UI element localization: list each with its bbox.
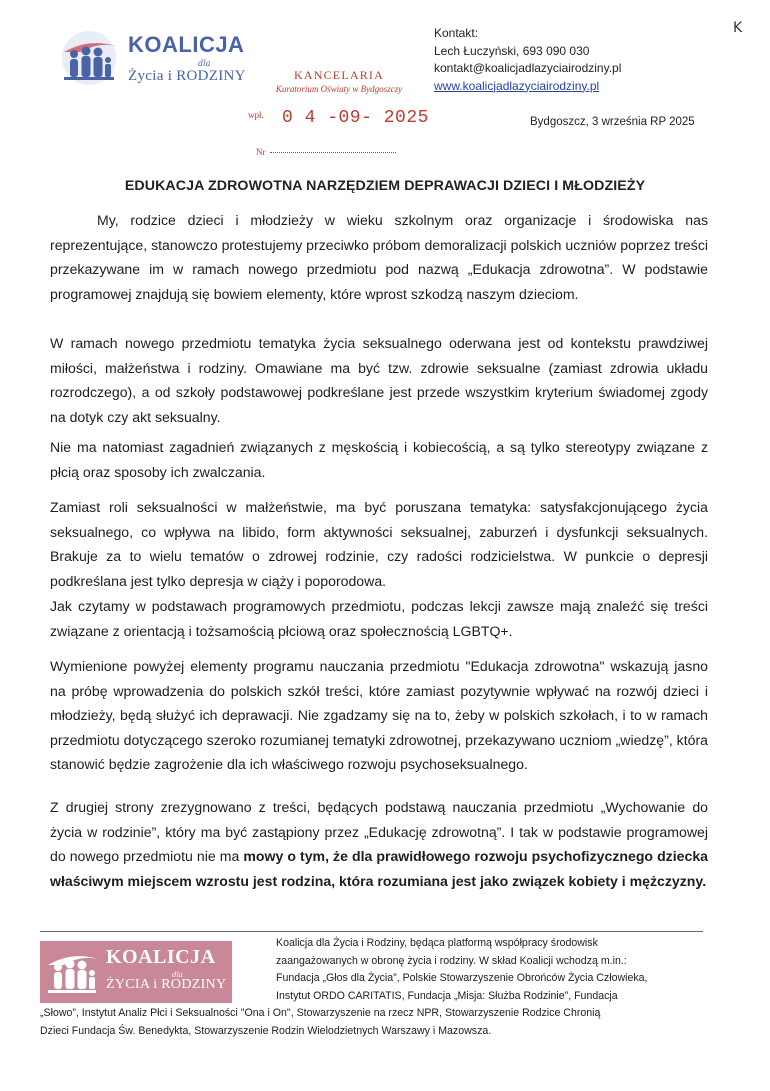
footer-divider xyxy=(40,931,703,932)
stamp-unit: Kuratorium Oświaty w Bydgoszczy xyxy=(275,84,403,94)
logo-dla: dla xyxy=(198,59,211,68)
number-line xyxy=(270,152,396,153)
paragraph-1: My, rodzice dzieci i młodzieży w wieku szkolnym oraz organizacje i środowiska nas reprezentujące, stanowczo protestujemy przeciwko próbom demoralizacji polskich uczniów poprzez treści przekazywane im w ramach nowego przedmiotu pod nazwą „Edukacja zdrowotna”. W podstawie programowej znajdują się bowiem elementy, które wprost szkodzą naszym dzieciom. xyxy=(50,212,708,302)
family-logo-icon xyxy=(58,30,120,86)
place-date: Bydgoszcz, 3 września RP 2025 xyxy=(530,116,695,128)
footer-logo-title: KOALICJA xyxy=(106,946,216,968)
paragraph-4: Zamiast roli seksualności w małżeństwie, ma być poruszana tematyka: satysfakcjonującego życia seksualnego, co wpływa na libido, form aktywności seksualnej, zaburzeń i dysfunkcji seksualnych. Brakuje za to wielu tematów o zdrowej rodzinie, czy radości rodzicielstwa. W punkcie o depresji podkreślana jest tylko depresja w ciąży i poporodowa. xyxy=(50,499,708,589)
contact-email[interactable]: kontakt@koalicjadlazyciairodziny.pl xyxy=(434,61,622,75)
contact-label: Kontakt: xyxy=(434,26,479,40)
contact-person: Lech Łuczyński, 693 090 030 xyxy=(434,43,590,58)
paragraph-7 xyxy=(50,795,708,893)
paragraph-7-bold: mowy o tym, że dla prawidłowego rozwoju psychofizycznego dziecka właściwym miejscem wzrostu jest rodzina, która rozumiana jest jako związek kobiety i mężczyzny. xyxy=(50,848,708,889)
footer-logo-dla: dla xyxy=(172,971,183,979)
paragraph-5: Jak czytamy w podstawach programowych przedmiotu, podczas lekcji zawsze mają znaleźć się treści związane z orientacją i tożsamością płciową oraz społecznością LGBTQ+. xyxy=(50,598,708,639)
contact-website-link[interactable]: www.koalicjadlazyciairodziny.pl xyxy=(434,78,600,93)
coalition-logo xyxy=(58,28,258,88)
stamp-office: KANCELARIA xyxy=(294,68,384,82)
footer-text xyxy=(40,935,708,1041)
footer-line-6: Dzieci Fundacja Św. Benedykta, Stowarzyszenie Rodzin Wielodzietnych Warszawy i Mazowsza. xyxy=(40,1024,492,1037)
paragraph-2: W ramach nowego przedmiotu tematyka życia seksualnego oderwana jest od kontekstu prawdziwej miłości, małżeństwa i rodziny. Omawiane ma być tzw. zdrowie seksualne (zamiast zdrowia układu rozrodczego), a od szkoły podstawowej podkreślane jest przede wszystkim kryterium świadomej zgody na dotyk czy akt seksualny. xyxy=(50,335,708,425)
office-stamp xyxy=(264,68,414,94)
received-label: wpł. xyxy=(248,110,264,120)
paragraph-6: Wymienione powyżej elementy programu nauczania przedmiotu "Edukacja zdrowotna" wskazują jasno na próbę wprowadzenia do polskich szkół treści, które zamiast pozytywnie wpływać na rozwój dzieci i młodzieży, będą służyć ich deprawacji. Nie zgadzamy się na to, żeby w polskich szkołach, i to w ramach przedmiotu dotyczącego szeroko rozumianej tematyki zdrowotnej, przekazywano uczniom „wiedzę”, która stanowić będzie zagrożenie dla ich właściwego rozwoju psychoseksualnego. xyxy=(50,658,708,772)
footer-line-2: zaangażowanych w obronę życia i rodziny. W skład Koalicji wchodzą m.in.: xyxy=(276,954,627,967)
footer-logo-subtitle: ŻYCIA i RODZINY xyxy=(106,977,227,992)
number-label: Nr xyxy=(256,147,266,157)
footer-line-1: Koalicja dla Życia i Rodziny, będąca platformą współpracy środowisk xyxy=(276,937,598,949)
footer-line-4: Instytut ORDO CARITATIS, Fundacja „Misja: Służba Rodzinie”, Fundacja xyxy=(276,989,618,1002)
letter-title: EDUKACJA ZDROWOTNA NARZĘDZIEM DEPRAWACJI DZIECI I MŁODZIEŻY xyxy=(124,178,646,194)
footer-line-5: „Słowo”, Instytut Analiz Płci i Seksualności "Ona i On", Stowarzyszenie na rzecz NPR, Stowarzyszenie Rodzice Chronią xyxy=(40,1007,601,1020)
logo-title: KOALICJA xyxy=(128,32,245,57)
logo-subtitle: Życia i RODZINY xyxy=(128,68,246,84)
received-date: 0 4 -09- 2025 xyxy=(282,108,429,128)
contact-block xyxy=(434,25,621,95)
footer-line-3: Fundacja „Głos dla Życia”, Polskie Stowarzyszenie Obrońców Życia Człowieka, xyxy=(276,972,648,985)
handwritten-mark: K xyxy=(733,20,743,36)
paragraph-3: Nie ma natomiast zagadnień związanych z męskością i kobiecością, a są tylko stereotypy związane z płcią oraz sposoby ich zwalczania. xyxy=(50,439,708,480)
paragraph-7-normal: Z drugiej strony zrezygnowano z treści, będących podstawą nauczania przedmiotu „Wychowanie do życia w rodzinie”, który ma być zastąpiony przez „Edukację zdrowotną”. I tak w podstawie programowej do nowego przedmiotu nie ma xyxy=(50,799,708,864)
